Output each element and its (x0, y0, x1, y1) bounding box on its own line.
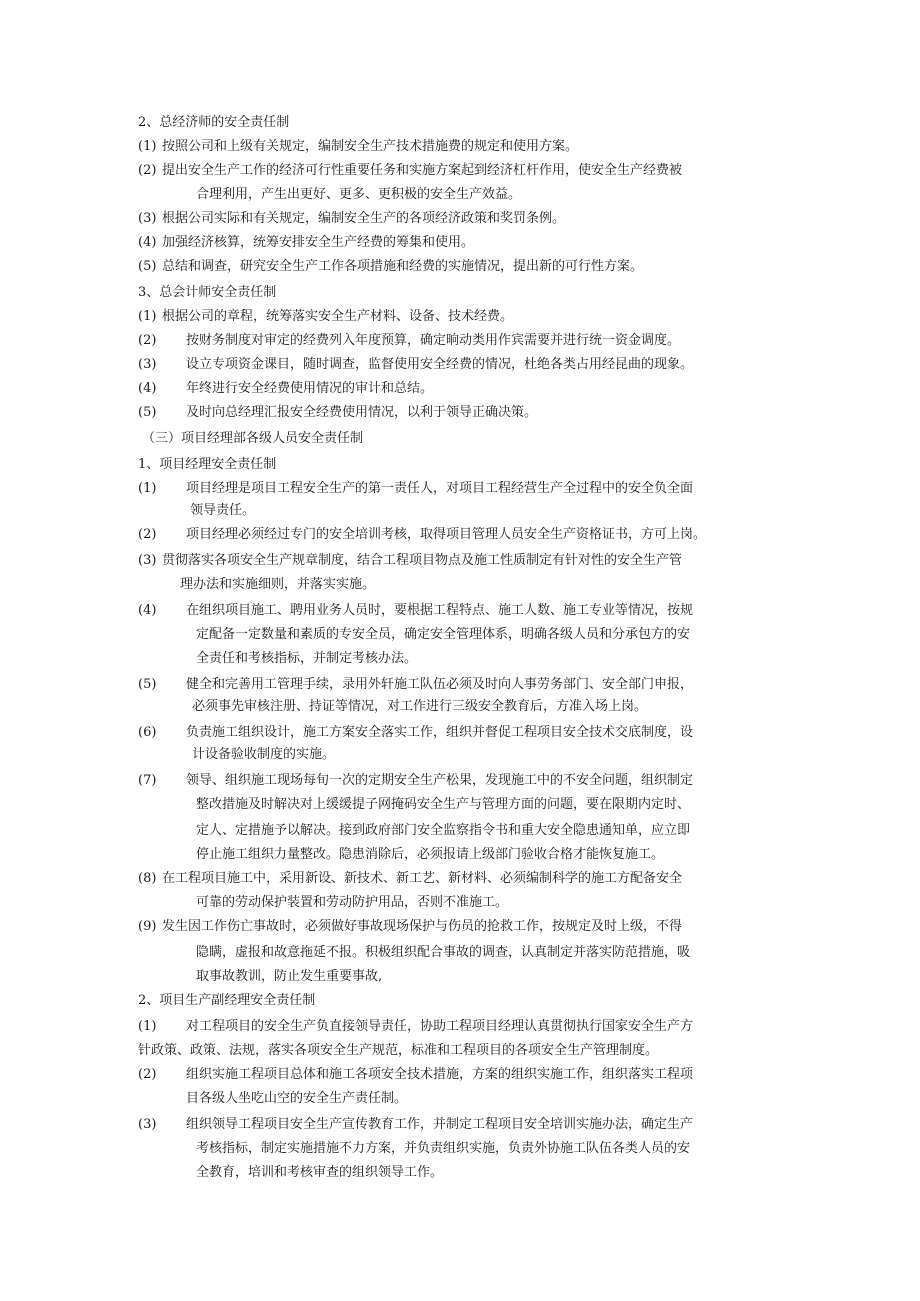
item-number: (1) (138, 139, 157, 154)
item-text: 理办法和实施细则，并落实实施。 (180, 577, 376, 592)
item-number: (2) (138, 1067, 157, 1082)
item-text: 计设备验收制度的实施。 (192, 747, 336, 762)
item-text: 项目经理必须经过专门的安全培训考核，取得项目管理人员安全生产资格证书，方可上岗。 (186, 527, 707, 542)
item-text: 定人、定措施予以解决。接到政府部门安全监察指令书和重大安全隐患通知单，应立即 (196, 823, 691, 838)
item-text: 合理利用，产生出更好、更多、更积极的安全生产效益。 (196, 187, 522, 202)
item-text: 停止施工组织力量整改。隐患消除后，必须报请上级部门验收合格才能恢复施工。 (196, 847, 665, 862)
item-number: (5) (138, 677, 157, 692)
item-text: 隐瞒，虚报和故意拖延不报。积极组织配合事故的调查，认真制定并落实防范措施，吸 (196, 945, 691, 960)
item-number: (3) (138, 357, 157, 372)
item-text: 及时向总经理汇报安全经费使用情况，以利于领导正确决策。 (186, 405, 538, 420)
item-text: 全责任和考核指标，并制定考核办法。 (196, 651, 418, 666)
item-text: 根据公司实际和有关规定，编制安全生产的各项经济政策和奖罚条例。 (162, 211, 566, 226)
item-number: (5) (138, 405, 157, 420)
item-number: (3) (138, 211, 157, 226)
item-number: (2) (138, 333, 157, 348)
item-text: 组织实施工程项目总体和施工各项安全技术措施，方案的组织实施工作，组织落实工程项 (186, 1067, 694, 1082)
item-number: (6) (138, 725, 157, 740)
item-number: (4) (138, 381, 157, 396)
item-text: 目各级人坐吃山空的安全生产责任制。 (186, 1091, 408, 1106)
item-text: 取事故教训，防止发生重要事故, (196, 969, 383, 984)
item-text: 针政策、政策、法规，落实各项安全生产规范，标准和工程项目的各项安全生产管理制度。 (138, 1043, 659, 1058)
item-text: 根据公司的章程，统筹落实安全生产材料、设备、技术经费。 (162, 309, 514, 324)
item-text: 必须事先审核注册、持证等情况，对工作进行三级安全教育后，方准入场上岗。 (192, 699, 648, 714)
item-text: 领导责任。 (190, 503, 256, 518)
item-number: (7) (138, 773, 157, 788)
item-number: (8) (138, 871, 157, 886)
section-heading: 3、总会计师安全责任制 (138, 285, 277, 300)
item-text: 组织领导工程项目安全生产宣传教育工作，并制定工程项目安全培训实施办法，确定生产 (186, 1117, 694, 1132)
item-text: 年终进行安全经费使用情况的审计和总结。 (186, 381, 434, 396)
item-number: (4) (138, 235, 157, 250)
part-heading: （三）项目经理部各级人员安全责任制 (142, 431, 364, 446)
item-number: (1) (138, 1019, 157, 1034)
item-text: 定配备一定数量和素质的专安全员，确定安全管理体系，明确各级人员和分承包方的安 (196, 627, 691, 642)
item-number: (1) (138, 481, 157, 496)
item-text: 考核指标，制定实施措施不力方案，并负责组织实施，负责外协施工队伍各类人员的安 (196, 1141, 691, 1156)
item-text: 项目经理是项目工程安全生产的第一责任人，对项目工程经营生产全过程中的安全负全面 (186, 481, 694, 496)
item-text: 在组织项目施工、聘用业务人员时，要根据工程特点、施工人数、施工专业等情况，按规 (186, 603, 694, 618)
item-text: 对工程项目的安全生产负直接领导责任，协助工程项目经理认真贯彻执行国家安全生产方 (186, 1019, 694, 1034)
item-text: 贯彻落实各项安全生产规章制度，结合工程项目物点及施工性质制定有针对性的安全生产管 (162, 553, 683, 568)
item-text: 按照公司和上级有关规定，编制安全生产技术措施费的规定和使用方案。 (162, 139, 579, 154)
item-text: 领导、组织施工现场每旬一次的定期安全生产松果，发现施工中的不安全问题，组织制定 (186, 773, 694, 788)
item-text: 发生因工作伤亡事故时，必须做好事故现场保护与伤员的抢救工作，按规定及时上级，不得 (162, 919, 683, 934)
item-text: 总结和调查，研究安全生产工作各项措施和经费的实施情况，提出新的可行性方案。 (162, 259, 644, 274)
item-text: 提出安全生产工作的经济可行性重要任务和实施方案起到经济杠杆作用，使安全生产经费被 (162, 163, 683, 178)
item-text: 加强经济核算，统筹安排安全生产经费的筹集和使用。 (162, 235, 475, 250)
item-text: 全教育，培训和考核审查的组织领导工作。 (196, 1165, 444, 1180)
item-text: 设立专项资金课目，随时调查，监督使用安全经费的情况，杜绝各类占用经昆曲的现象。 (186, 357, 694, 372)
item-text: 可靠的劳动保护装置和劳动防护用品，否则不准施工。 (196, 895, 509, 910)
item-number: (3) (138, 553, 157, 568)
item-text: 在工程项目施工中，采用新设、新技术、新工艺、新材料、必须编制科学的施工方配备安全 (162, 871, 683, 886)
item-number: (5) (138, 259, 157, 274)
section-heading: 1、项目经理安全责任制 (138, 457, 277, 472)
item-number: (9) (138, 919, 157, 934)
item-number: (2) (138, 163, 157, 178)
section-heading: 2、总经济师的安全责任制 (138, 115, 290, 130)
item-number: (2) (138, 527, 157, 542)
item-text: 按财务制度对审定的经费列入年度预算，确定晌动类用作宾需要并进行统一资金调度。 (186, 333, 681, 348)
item-text: 负责施工组织设计，施工方案安全落实工作，组织并督促工程项目安全技术交底制度，设 (186, 725, 694, 740)
item-number: (4) (138, 603, 157, 618)
item-number: (3) (138, 1117, 157, 1132)
item-text: 整改措施及时解决对上缓缓提子网掩码安全生产与管理方面的问题，要在限期内定时、 (196, 797, 691, 812)
item-number: (1) (138, 309, 157, 324)
item-text: 健全和完善用工管理手续，录用外轩施工队伍必须及时向人事劳务部门、安全部门申报， (186, 677, 694, 692)
section-heading: 2、项目生产副经理安全责任制 (138, 993, 316, 1008)
